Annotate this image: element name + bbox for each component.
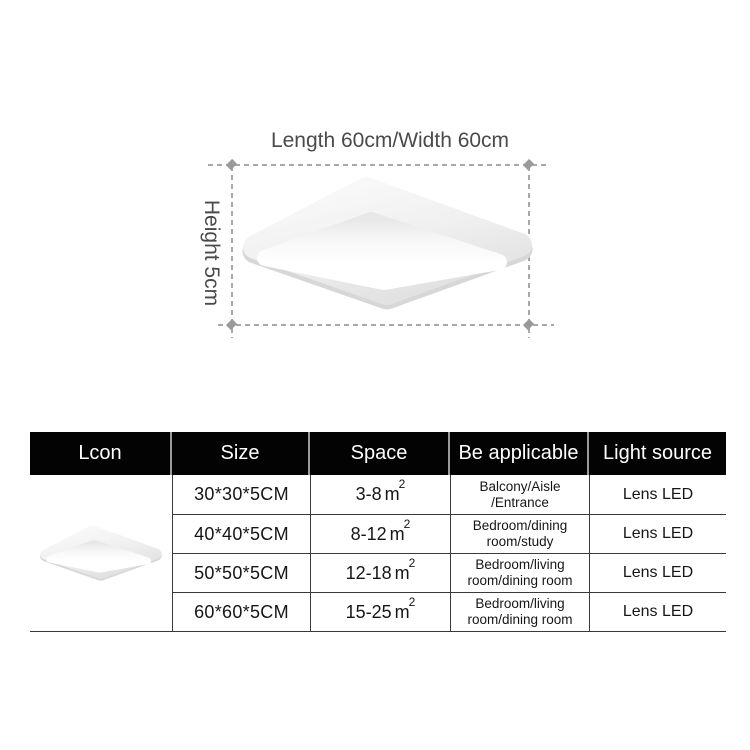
square-meter-unit [394,594,416,623]
table-cell-applicable [450,475,589,515]
table-cell-light-source [589,475,726,515]
lamp-thumbnail-cell [30,475,172,632]
dimension-line-top [208,164,546,166]
diamond-marker-icon [226,159,237,170]
space-value: 3-8 [355,484,382,504]
diamond-marker-icon [523,319,534,330]
spec-table [30,432,726,632]
unit-exponent: 2 [408,555,416,570]
applicable-line1: Bedroom/living [475,557,565,573]
size-value: 50*50*5CM [194,562,289,583]
applicable-line2: room/study [486,534,554,549]
table-cell-space [310,593,450,632]
light-source-value: Lens LED [622,603,694,620]
table-cell-light-source [589,515,726,554]
table-cell-space [310,475,450,515]
applicable-line2: /Entrance [491,494,549,510]
square-meter-unit [389,516,411,545]
diamond-marker-icon [523,159,534,170]
size-value: 60*60*5CM [194,601,289,622]
unit-exponent: 2 [408,594,416,609]
applicable-line2: room/dining room [467,573,573,588]
dimension-line-bottom [218,324,554,326]
square-meter-unit [394,555,416,584]
applicable-line1: Balcony/Aisle [479,478,561,494]
table-cell-size [172,554,310,593]
table-cell-size [172,475,310,515]
light-source-value: Lens LED [622,564,694,581]
header-cell-icon: Lcon [30,432,172,475]
dimension-line-left [231,166,233,338]
header-cell-applicable: Be applicable [450,432,589,475]
length-width-label: Length 60cm/Width 60cm [270,129,510,152]
ceiling-lamp-image [235,172,540,317]
square-meter-unit [384,477,406,505]
unit-exponent: 2 [398,477,406,491]
height-label: Height 5cm [200,199,223,307]
space-value: 12-18 [345,562,392,583]
unit-base: m [394,562,410,583]
table-cell-light-source [589,593,726,632]
table-cell-light-source [589,554,726,593]
table-cell-size [172,593,310,632]
applicable-line1: Bedroom/living [475,596,565,612]
table-cell-applicable [450,593,589,632]
space-value: 15-25 [345,601,392,622]
applicable-line1: Bedroom/dining [472,518,568,534]
header-cell-space: Space [310,432,450,475]
table-cell-size [172,515,310,554]
space-value: 8-12 [350,523,387,544]
table-cell-applicable [450,515,589,554]
unit-base: m [384,484,400,504]
size-value: 30*30*5CM [194,484,289,504]
header-cell-size: Size [172,432,310,475]
table-cell-space [310,554,450,593]
unit-exponent: 2 [403,516,411,531]
light-source-value: Lens LED [622,525,694,542]
applicable-line2: room/dining room [467,612,573,627]
size-value: 40*40*5CM [194,523,289,544]
diamond-marker-icon [226,319,237,330]
table-cell-applicable [450,554,589,593]
unit-base: m [394,601,410,622]
unit-base: m [389,523,405,544]
table-cell-space [310,515,450,554]
ceiling-lamp-thumbnail-image [37,523,165,584]
light-source-value: Lens LED [622,485,694,503]
header-cell-light-source: Light source [589,432,726,475]
